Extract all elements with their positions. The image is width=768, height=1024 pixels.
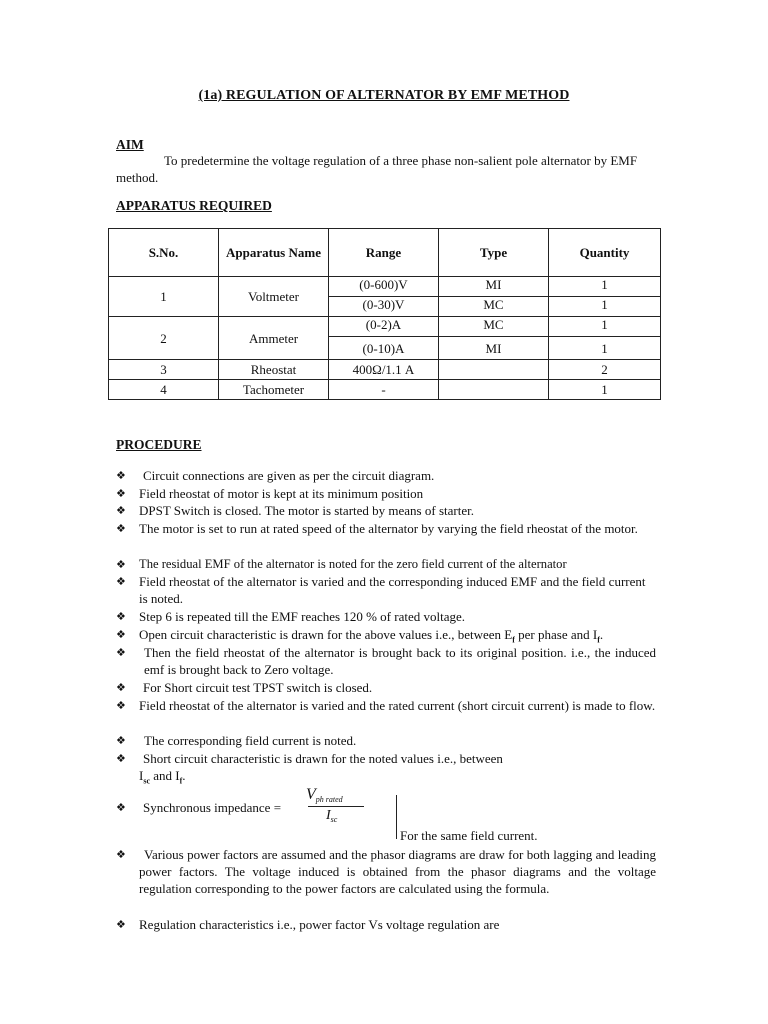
step-text: Regulation characteristics i.e., power factor Vs voltage regulation are: [139, 917, 500, 932]
table-row: [109, 380, 661, 400]
sync-label: Synchronous impedance =: [143, 800, 282, 815]
table-cell-name: Voltmeter: [219, 277, 329, 317]
bullet-icon: ❖: [116, 558, 126, 571]
table-cell-type: [439, 360, 549, 380]
table-row: [109, 317, 661, 337]
table-cell-qty: 1: [549, 297, 661, 317]
procedure-step: [116, 556, 656, 573]
procedure-step-formula: [116, 799, 656, 816]
table-row: [109, 360, 661, 380]
table-cell-sno: 2: [109, 317, 219, 360]
step-text: Step 6 is repeated till the EMF reaches 120 % of rated voltage.: [139, 609, 465, 624]
table-cell-range: (0-600)V: [329, 277, 439, 297]
table-cell-sno: 1: [109, 277, 219, 317]
bullet-icon: ❖: [116, 628, 126, 641]
table-cell-name: Tachometer: [219, 380, 329, 400]
table-cell-type: MI: [439, 277, 549, 297]
table-cell-qty: 1: [549, 337, 661, 360]
apparatus-table: [108, 228, 661, 400]
procedure-step: [116, 732, 656, 749]
formula-divider-line: [396, 795, 397, 839]
step-text: Field rheostat of motor is kept at its minimum position: [139, 486, 424, 501]
table-header-row: [109, 229, 661, 277]
table-row: [109, 277, 661, 297]
table-cell-qty: 1: [549, 277, 661, 297]
procedure-step: [116, 520, 656, 537]
procedure-step: [116, 485, 656, 502]
table-cell-sno: 4: [109, 380, 219, 400]
procedure-step: [116, 644, 656, 678]
bullet-icon: ❖: [116, 504, 126, 517]
step-text: DPST Switch is closed. The motor is started by means of starter.: [139, 503, 474, 518]
bullet-icon: ❖: [116, 575, 126, 588]
step-text: Circuit connections are given as per the circuit diagram.: [143, 468, 435, 483]
formula-denominator: $I_{sc}$: [326, 808, 338, 824]
procedure-heading: PROCEDURE: [116, 437, 202, 452]
aim-heading: AIM: [116, 137, 144, 152]
procedure-step: [116, 750, 656, 790]
procedure-step: [116, 502, 656, 519]
bullet-icon: ❖: [116, 752, 126, 765]
bullet-icon: ❖: [116, 646, 126, 659]
column-header: Quantity: [549, 229, 661, 277]
table-cell-type: MC: [439, 297, 549, 317]
table-cell-range: -: [329, 380, 439, 400]
column-header: Type: [439, 229, 549, 277]
step-text: [139, 750, 656, 790]
table-cell-sno: 3: [109, 360, 219, 380]
bullet-icon: ❖: [116, 848, 126, 861]
table-cell-type: MC: [439, 317, 549, 337]
bullet-icon: ❖: [116, 681, 126, 694]
procedure-step: [116, 697, 656, 714]
table-cell-name: Rheostat: [219, 360, 329, 380]
formula-numerator: $V_{ph rated}$: [306, 786, 343, 804]
step-text: The residual EMF of the alternator is noted for the zero field current of the alternator: [139, 557, 567, 571]
bullet-icon: ❖: [116, 801, 126, 814]
bullet-icon: ❖: [116, 918, 126, 931]
table-cell-type: MI: [439, 337, 549, 360]
table-cell-name: Ammeter: [219, 317, 329, 360]
table-cell-range: 400Ω/1.1 A: [329, 360, 439, 380]
scc-line-1: Short circuit characteristic is drawn for the noted values i.e., between: [143, 751, 503, 766]
page-title: (1a) REGULATION OF ALTERNATOR BY EMF METHOD: [198, 88, 570, 103]
step-text: Open circuit characteristic is drawn for the above values i.e., between $E_f$ per phase and $I_f$.: [139, 627, 604, 645]
column-header: Range: [329, 229, 439, 277]
aim-text: To predetermine the voltage regulation of a three phase non-salient pole alternator by EMF method.: [116, 153, 638, 185]
apparatus-heading: APPARATUS REQUIRED: [116, 198, 272, 213]
formula-note: For the same field current.: [400, 828, 538, 843]
bullet-icon: ❖: [116, 610, 126, 623]
procedure-step: [116, 467, 656, 484]
bullet-icon: ❖: [116, 469, 126, 482]
column-header: Apparatus Name: [219, 229, 329, 277]
procedure-step: [116, 846, 656, 897]
step-text: Then the field rheostat of the alternator is brought back to its original position. i.e., the induced emf is brought back to Zero voltage.: [144, 645, 656, 677]
step-text: The motor is set to run at rated speed of the alternator by varying the field rheostat of the motor.: [139, 521, 638, 536]
step-text: Various power factors are assumed and the phasor diagrams are draw for both lagging and leading power factors. The voltage induced is obtained from the phasor diagrams and the voltage regulation corresponding to the power factors are calculated using the formula.: [139, 847, 656, 896]
table-cell-type: [439, 380, 549, 400]
procedure-step: [116, 679, 656, 696]
table-cell-qty: 1: [549, 317, 661, 337]
step-text: Field rheostat of the alternator is varied and the rated current (short circuit current) is made to flow.: [139, 698, 656, 713]
table-cell-qty: 1: [549, 380, 661, 400]
bullet-icon: ❖: [116, 699, 126, 712]
step-text: The corresponding field current is noted.: [144, 733, 357, 748]
table-cell-qty: 2: [549, 360, 661, 380]
column-header: S.No.: [109, 229, 219, 277]
fraction-bar: [308, 806, 364, 807]
bullet-icon: ❖: [116, 734, 126, 747]
table-cell-range: (0-2)A: [329, 317, 439, 337]
table-cell-range: (0-10)A: [329, 337, 439, 360]
bullet-icon: ❖: [116, 522, 126, 535]
step-text: Field rheostat of the alternator is varied and the corresponding induced EMF and the field current is noted.: [139, 574, 646, 606]
step-text: For Short circuit test TPST switch is closed.: [143, 680, 373, 695]
scc-line-2: $I_{sc}$ and $I_f$.: [139, 768, 186, 786]
bullet-icon: ❖: [116, 487, 126, 500]
procedure-step: [116, 916, 656, 933]
procedure-step: [116, 573, 656, 607]
procedure-step: [116, 608, 656, 625]
table-cell-range: (0-30)V: [329, 297, 439, 317]
